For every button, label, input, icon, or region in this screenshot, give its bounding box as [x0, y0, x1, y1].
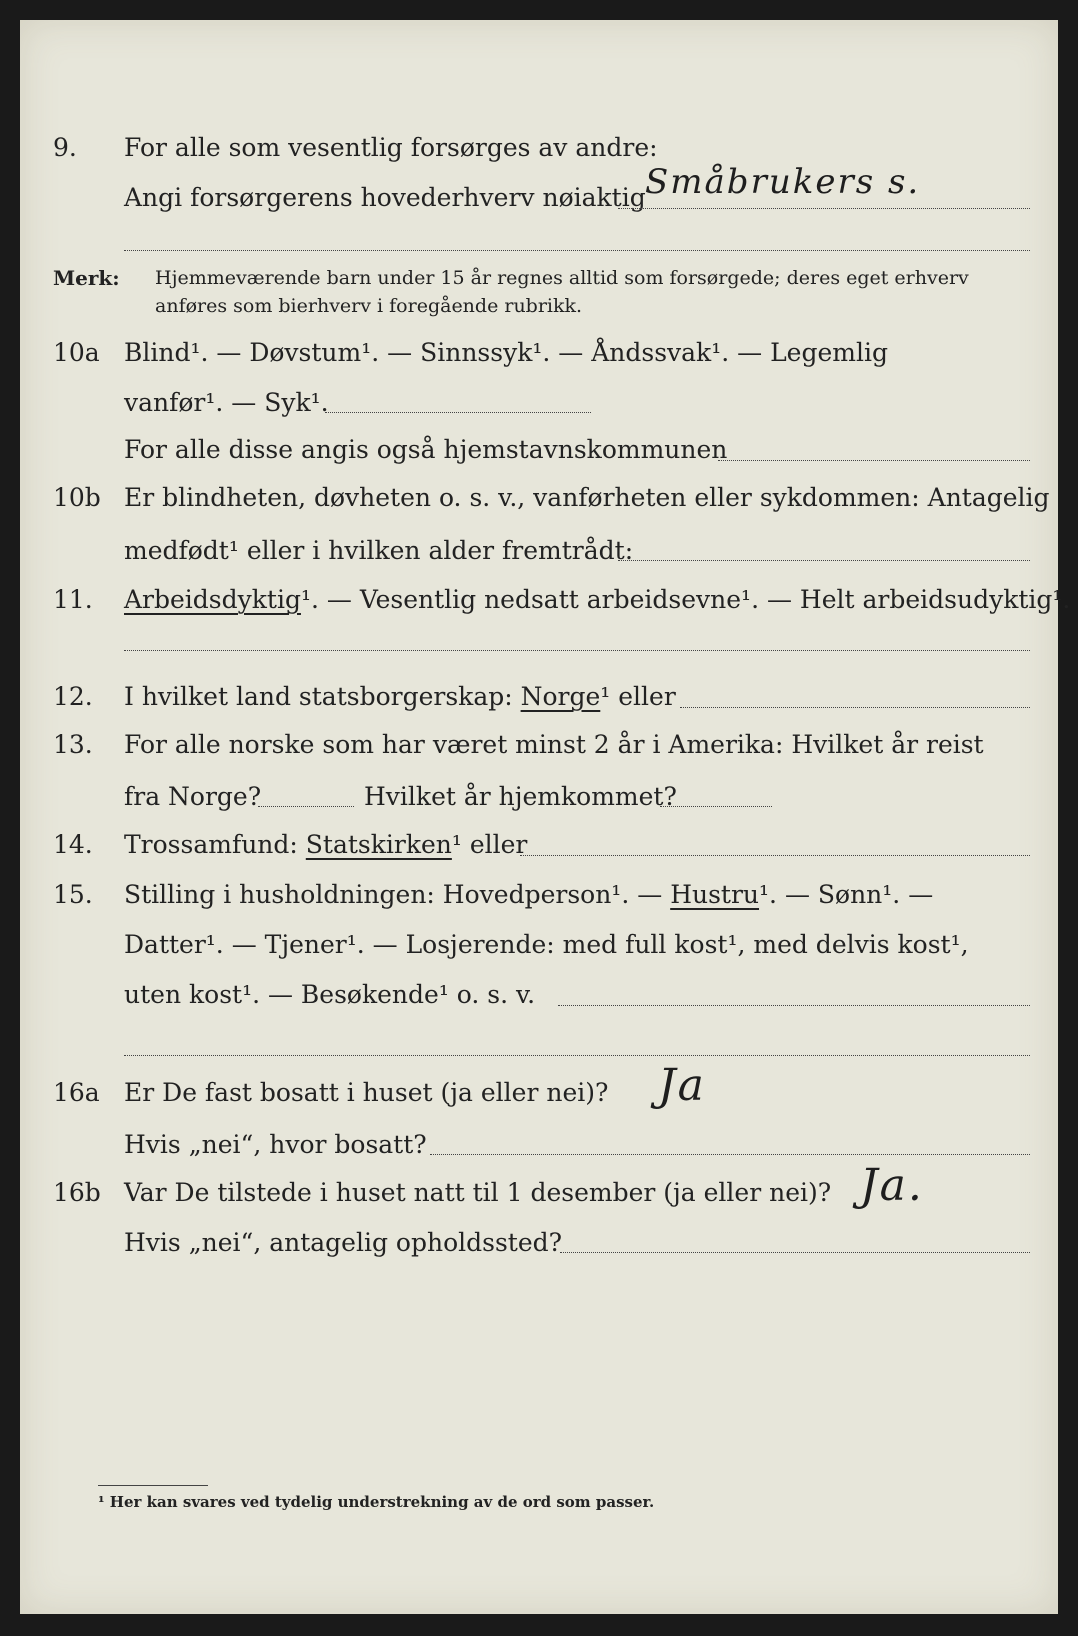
- q14-post: ¹ eller: [451, 830, 528, 859]
- q16b-handwritten-answer: Ja.: [860, 1160, 924, 1211]
- q15-selected-option: Hustru: [670, 880, 760, 909]
- q10a-options: Blind¹. — Døvstum¹. — Sinnssyk¹. — Åndssvak¹. — Legemlig: [124, 338, 888, 367]
- q12-prompt: I hvilket land statsborgerskap:: [124, 682, 513, 711]
- q16b-opholdssted: Hvis „nei“, antagelig opholdssted?: [124, 1228, 563, 1257]
- q14-question: [124, 830, 527, 860]
- q13-hjemkommet-line: [660, 806, 772, 807]
- q12-number: 12.: [53, 682, 93, 711]
- q11-rest: ¹. — Vesentlig nedsatt arbeidsevne¹. — Helt arbeidsudyktig¹.: [300, 585, 1071, 614]
- q10b-question: Er blindheten, døvheten o. s. v., vanførheten eller sykdommen: Antagelig: [124, 483, 1050, 512]
- q16b-question: Var De tilstede i huset natt til 1 desember (ja eller nei)?: [124, 1178, 832, 1207]
- q13-reist-line: [258, 806, 354, 807]
- q15-text-a: Stilling i husholdningen: Hovedperson¹. —: [124, 880, 663, 909]
- q15-extra-line: [124, 1055, 1030, 1056]
- q10a-syk-line: [325, 412, 591, 413]
- q16a-number: 16a: [53, 1078, 100, 1107]
- q10a-hjemstavn-line: [718, 460, 1030, 461]
- q13-number: 13.: [53, 730, 93, 759]
- q10a-options-2: vanfør¹. — Syk¹.: [124, 388, 329, 417]
- merk-line-1: Hjemmeværende barn under 15 år regnes alltid som forsørgede; deres eget erhverv: [155, 267, 969, 289]
- q15-answer-line: [558, 1005, 1030, 1006]
- q14-number: 14.: [53, 830, 93, 859]
- q9-prompt: Angi forsørgerens hovederhverv nøiaktig: [124, 183, 646, 212]
- census-form-page: [20, 20, 1071, 1614]
- merk-line-2: anføres som bierhverv i foregående rubrikk.: [155, 295, 583, 317]
- q11-options: [124, 585, 1070, 615]
- q12-selected-option: Norge: [520, 682, 601, 711]
- q13-question: For alle norske som har været minst 2 år i Amerika: Hvilket år reist: [124, 730, 984, 759]
- q14-answer-line: [520, 855, 1030, 856]
- q10b-number: 10b: [53, 483, 101, 512]
- q13-hjemkommet: Hvilket år hjemkommet?: [364, 782, 677, 811]
- q12-answer-line: [680, 707, 1030, 708]
- q16a-bosatt: Hvis „nei“, hvor bosatt?: [124, 1130, 427, 1159]
- q16b-opholdssted-line: [560, 1252, 1030, 1253]
- q16a-question: Er De fast bosatt i huset (ja eller nei)?: [124, 1078, 609, 1107]
- merk-label: Merk:: [53, 266, 120, 290]
- q15-number: 15.: [53, 880, 93, 909]
- q11-extra-line: [124, 650, 1030, 651]
- footnote: ¹ Her kan svares ved tydelig understrekning av de ord som passer.: [98, 1493, 655, 1511]
- q12-question: [124, 682, 676, 712]
- q9-answer-line: [618, 208, 1030, 209]
- q14-selected-option: Statskirken: [305, 830, 452, 859]
- q16a-handwritten-answer: Ja: [658, 1060, 706, 1111]
- q15-options-3: uten kost¹. — Besøkende¹ o. s. v.: [124, 980, 536, 1009]
- q14-prompt: Trossamfund:: [124, 830, 298, 859]
- q16b-number: 16b: [53, 1178, 101, 1207]
- q11-selected-option: Arbeidsdyktig: [124, 585, 301, 614]
- q15-options-2: Datter¹. — Tjener¹. — Losjerende: med full kost¹, med delvis kost¹,: [124, 930, 969, 959]
- q15-options-1: [124, 880, 933, 910]
- q10b-prompt: medfødt¹ eller i hvilken alder fremtrådt:: [124, 536, 634, 565]
- q10a-number: 10a: [53, 338, 100, 367]
- q9-handwritten-answer: Småbrukers s.: [645, 162, 921, 202]
- q13-reist: fra Norge?: [124, 782, 262, 811]
- q12-post: ¹ eller: [600, 682, 676, 711]
- footnote-divider: [98, 1485, 208, 1486]
- q10a-hjemstavn: For alle disse angis også hjemstavnskommunen: [124, 435, 728, 464]
- q11-number: 11.: [53, 585, 93, 614]
- q10b-answer-line: [618, 560, 1030, 561]
- q9-extra-line: [124, 250, 1030, 251]
- q9-question: For alle som vesentlig forsørges av andre:: [124, 133, 658, 162]
- q16a-bosatt-line: [430, 1154, 1030, 1155]
- q9-number: 9.: [53, 133, 77, 162]
- q15-text-b: ¹. — Sønn¹. —: [759, 880, 934, 909]
